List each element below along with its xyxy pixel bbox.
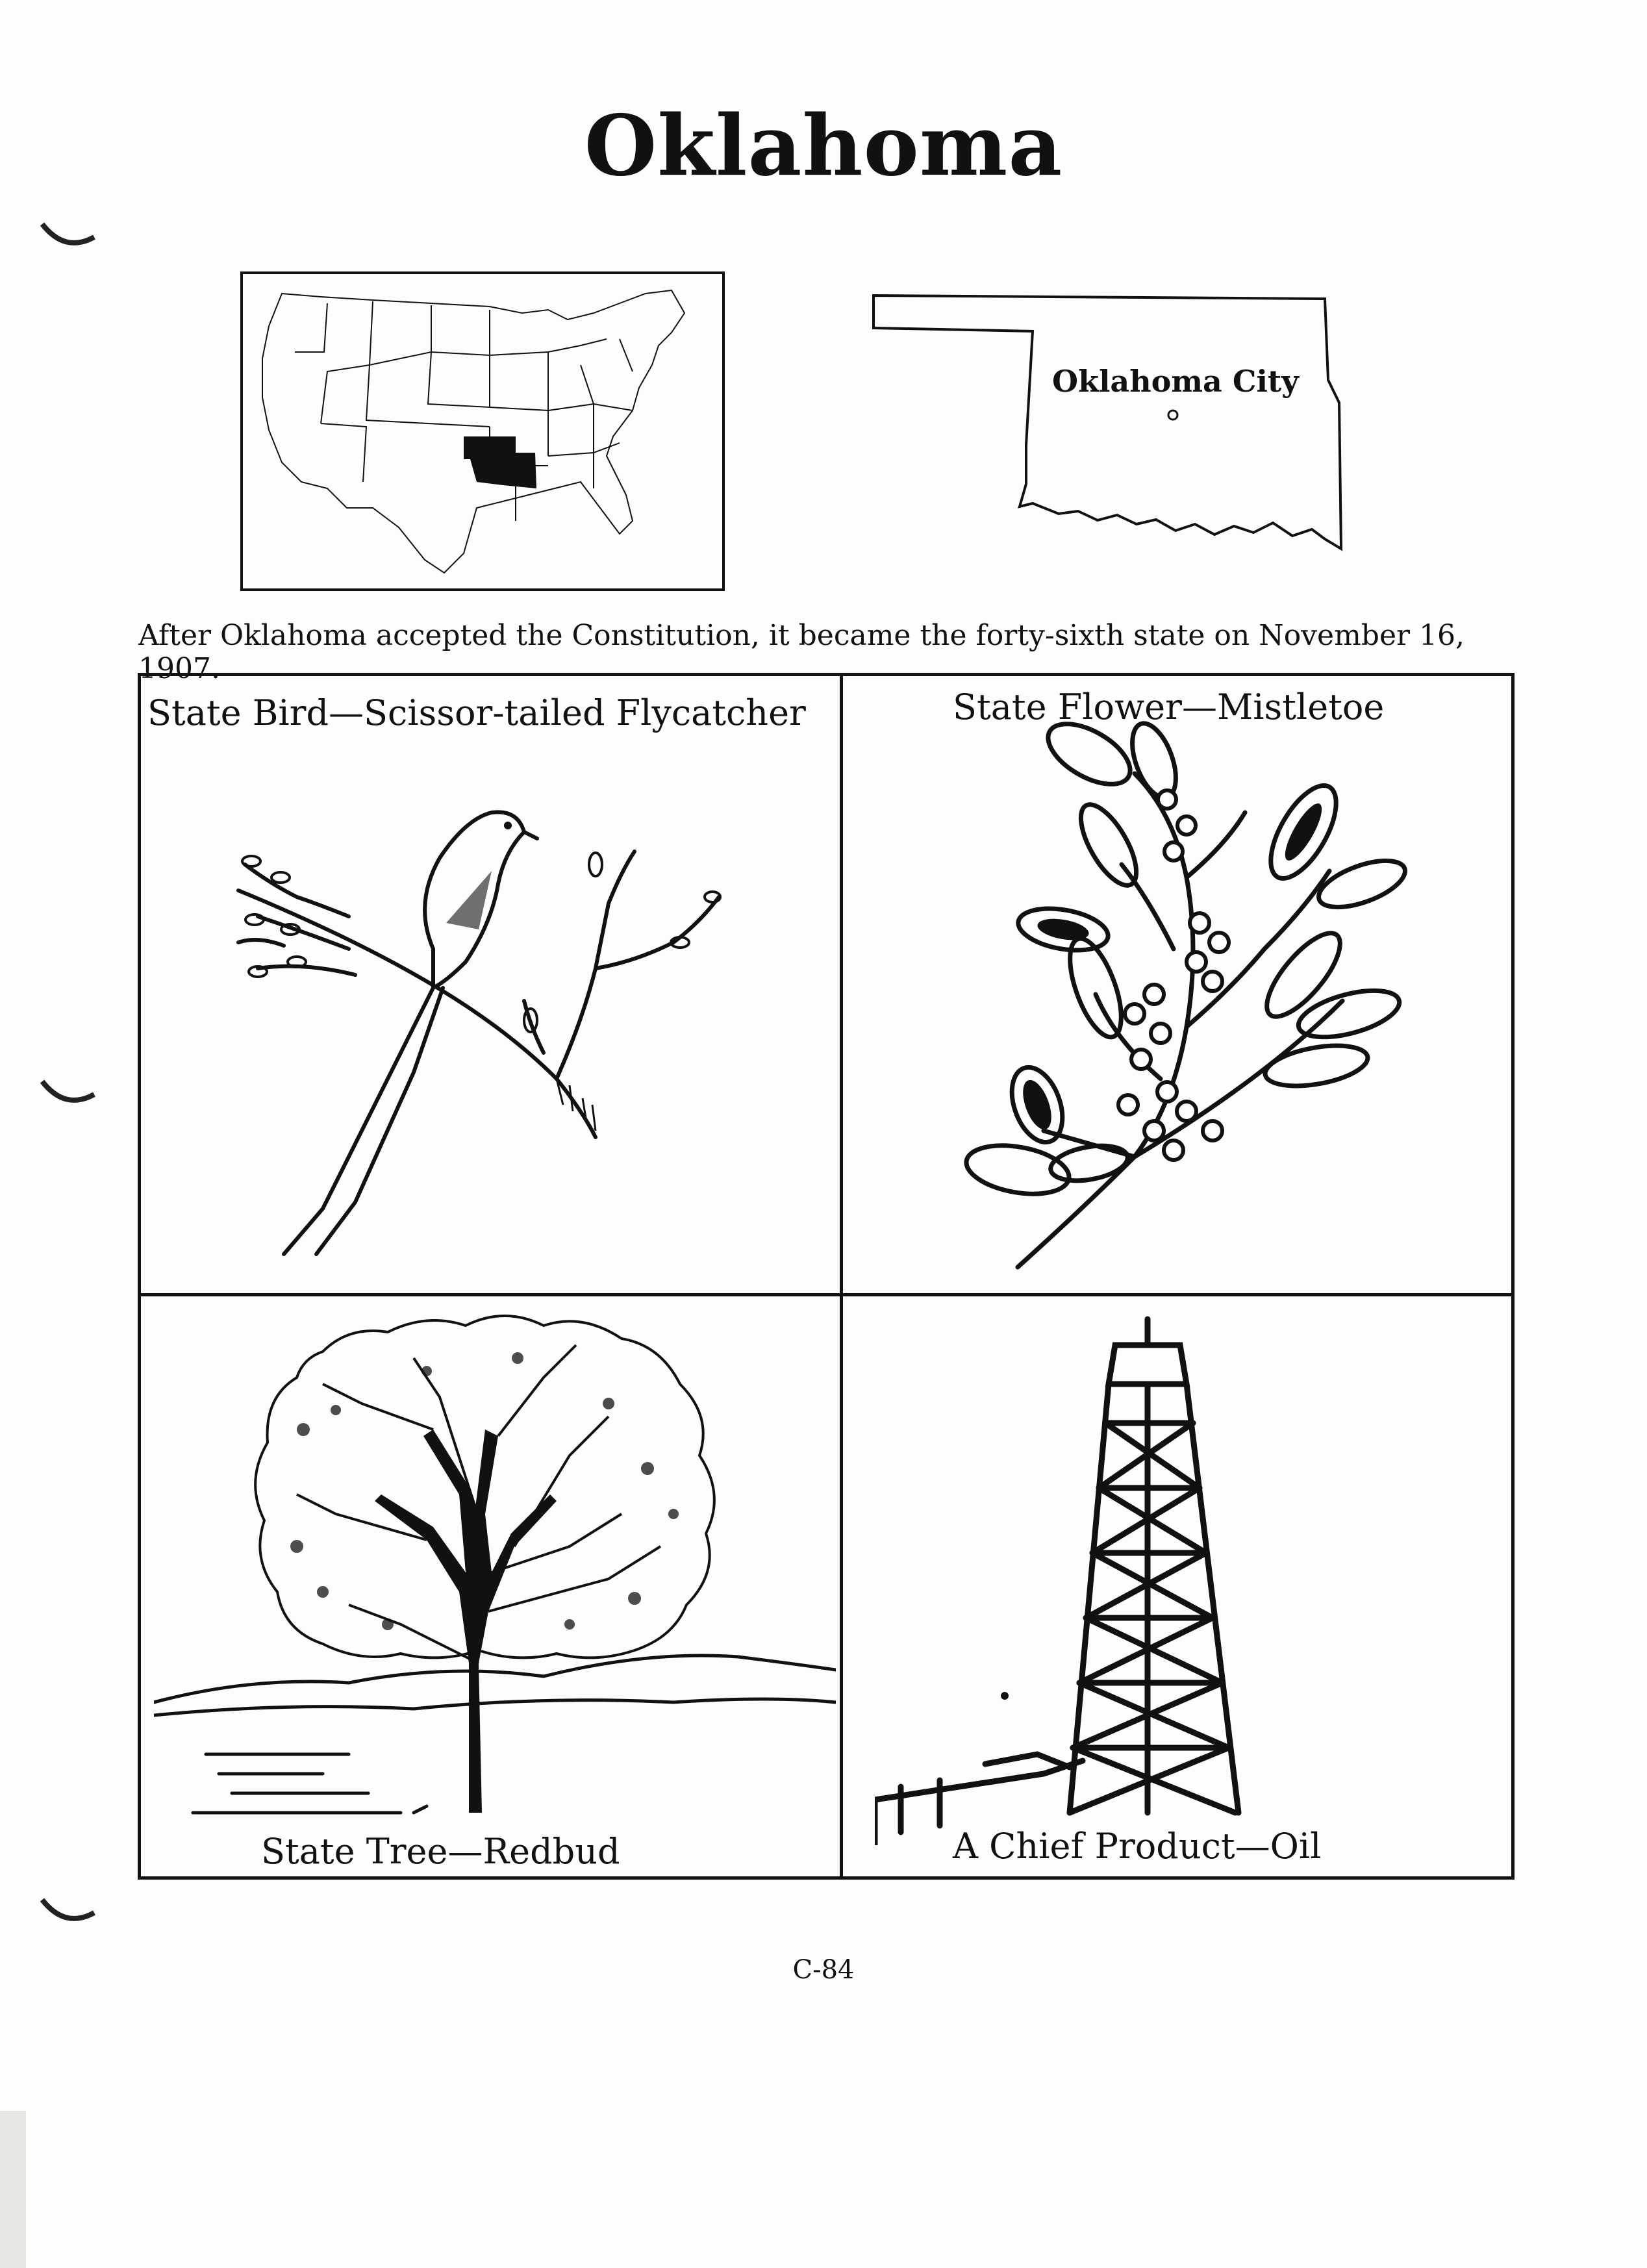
mistletoe-icon xyxy=(940,715,1459,1280)
scissor-tailed-flycatcher-icon xyxy=(219,774,751,1267)
binder-hole-icon xyxy=(39,214,97,253)
state-flower-label: State Flower—Mistletoe xyxy=(953,687,1385,727)
grid-divider-vertical xyxy=(840,676,843,1876)
state-bird-label: State Bird—Scissor-tailed Flycatcher xyxy=(147,692,806,733)
binder-hole-icon xyxy=(39,1072,97,1111)
chief-product-label: A Chief Product—Oil xyxy=(953,1826,1322,1867)
page-number: C-84 xyxy=(792,1955,855,1985)
grid-divider-horizontal xyxy=(141,1293,1511,1296)
state-tree-label: State Tree—Redbud xyxy=(261,1831,620,1872)
binder-hole-icon xyxy=(39,1890,97,1929)
us-map-icon xyxy=(240,271,725,591)
scan-edge-strip xyxy=(0,2111,26,2268)
redbud-tree-icon xyxy=(154,1300,836,1832)
state-symbols-grid xyxy=(138,673,1515,1880)
oil-derrick-icon xyxy=(875,1306,1407,1845)
capital-label: Oklahoma City xyxy=(1052,364,1299,399)
oklahoma-outline-map-icon xyxy=(870,289,1344,555)
statehood-statement: After Oklahoma accepted the Constitution, it became the forty-sixth state on November 16, 1907. xyxy=(138,619,1465,685)
page-title: Oklahoma xyxy=(584,97,1063,195)
